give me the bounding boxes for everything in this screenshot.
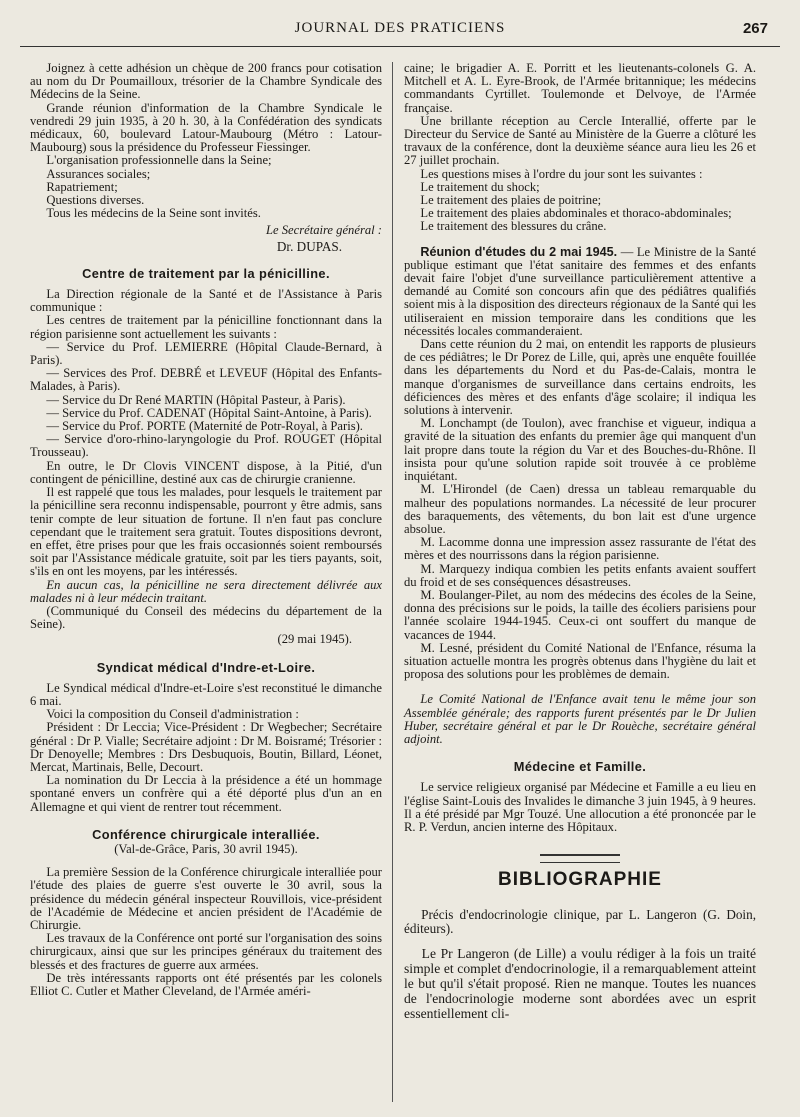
page-number: 267 bbox=[742, 20, 768, 37]
section-heading: Conférence chirurgicale interalliée. bbox=[92, 826, 320, 842]
list-item: Le traitement des blessures du crâne. bbox=[420, 219, 607, 234]
section-heading: Syndicat médical d'Indre-et-Loire. bbox=[96, 659, 316, 675]
paragraph: Les travaux de la Conférence ont porté sur l'organisation des soins chirurgicaux, ainsi que sur les principes généraux du traitement des blessés et des fractures de guerre aux armées. bbox=[30, 931, 382, 972]
agenda-item: Questions diverses. bbox=[46, 193, 145, 208]
list-item: — Service du Prof. CADENAT (Hôpital Saint-Antoine, à Paris). bbox=[46, 405, 372, 420]
paragraph: La première Session de la Conférence chirurgicale interalliée pour l'étude des plaies de guerre s'est ouverte le 30 avril, sous la présidence du médecin général inspecteur Rouvillois, vice-président de l'Académie de Médecine et ancien président de l'Académie de Chirurgie. bbox=[30, 865, 382, 932]
paragraph: Une brillante réception au Cercle Interallié, offerte par le Directeur du Service de Santé au Ministère de la Guerre a clôturé les travaux de la conférence, dont la deuxième séance aura lieu les 26 et 27 juillet prochain. bbox=[404, 113, 756, 168]
paragraph: De très intéressants rapports ont été présentés par les colonels Elliot C. Cutler et Mather Cleveland, de l'Armée améri- bbox=[30, 970, 382, 998]
paragraph: Dans cette réunion du 2 mai, on entendit les rapports de plusieurs de ces pédiâtres; le Dr Porez de Lille, qui, après une enquête fouillée dans les départements du Nord et du Pas-de-Calais, montra le manque d'organismes de surveillance dans certains endroits, les déficiences des mères et des enfants d'âge scolaire; il indiqua les solutions à intervenir. bbox=[404, 337, 756, 418]
paragraph: M. Boulanger-Pilet, au nom des médecins des écoles de la Seine, donna des précisions sur le poids, la taille des écoliers parisiens pour l'année scolaire 1944-1945. Ceux-ci ont souffert du manque de vacances de 1944. bbox=[404, 587, 756, 642]
agenda-item: Tous les médecins de la Seine sont invités. bbox=[46, 206, 261, 221]
journal-title: JOURNAL DES PRATICIENS bbox=[294, 20, 506, 36]
paragraph: Les questions mises à l'ordre du jour sont les suivantes : bbox=[420, 166, 703, 181]
paragraph bbox=[404, 246, 756, 338]
column-divider bbox=[392, 62, 393, 1102]
paragraph: Le Syndical médical d'Indre-et-Loire s'est reconstitué le dimanche 6 mai. bbox=[30, 680, 382, 708]
ornament-rule bbox=[540, 854, 620, 863]
section-heading: Médecine et Famille. bbox=[513, 759, 647, 775]
agenda-item: Rapatriement; bbox=[46, 179, 118, 194]
section-heading: Centre de traitement par la pénicilline. bbox=[82, 265, 330, 281]
paragraph: caine; le brigadier A. E. Porritt et les lieutenants-colonels G. A. Mitchell et A. L. Eyre-Brook, de l'Armée britannique; les médecins commandants Cyrtillet. Toulemonde et Delvoye, de l'Armée française. bbox=[404, 61, 756, 115]
paragraph: Les centres de traitement par la pénicilline fonctionnant dans la région parisienne sont actuellement les suivants : bbox=[30, 313, 382, 341]
page-header bbox=[20, 12, 780, 48]
reunion-lead: Réunion d'études du 2 mai 1945. bbox=[420, 244, 618, 259]
signature-name: Dr. DUPAS. bbox=[276, 238, 342, 254]
list-item: Le traitement des plaies abdominales et thoraco-abdominales; bbox=[420, 206, 732, 221]
review-title: Précis d'endocrinologie clinique, par L. Langeron (G. Doin, éditeurs). bbox=[404, 907, 756, 937]
section-subheading: (Val-de-Grâce, Paris, 30 avril 1945). bbox=[114, 841, 298, 856]
paragraph: La nomination du Dr Leccia à la présidence a été un hommage spontané envers un confrère qui a été déporté plus d'un an en Allemagne et qui vient de rentrer tout récemment. bbox=[30, 773, 382, 814]
paragraph: Joignez à cette adhésion un chèque de 200 francs pour cotisation au nom du Dr Poumailloux, trésorier de la Chambre Syndicale des Médecins de la Seine. bbox=[30, 61, 382, 102]
paragraph: M. Lesné, président du Comité National de l'Enfance, résuma la situation actuelle montra les progrès obtenus dans l'hygiène du lait et proposa des solutions pour les problèmes de demain. bbox=[404, 640, 756, 682]
italic-note: En aucun cas, la pénicilline ne sera directement délivrée aux malades ni à leur médecin traitant. bbox=[30, 577, 382, 605]
agenda-item: L'organisation professionnelle dans la Seine; bbox=[46, 153, 272, 168]
paragraph: M. Lacomme donna une impression assez rassurante de l'état des mères et des nourrissons dans la région parisienne. bbox=[404, 535, 756, 563]
paragraph: M. L'Hirondel (de Caen) dressa un tableau remarquable du malheur des populations normandes. La nécessité de leur procurer des baraquements, des vêtements, du bon lait est d'une urgence absolue. bbox=[404, 482, 756, 536]
signature-role: Le Secrétaire général : bbox=[266, 223, 382, 238]
paragraph: Grande réunion d'information de la Chambre Syndicale le vendredi 29 juin 1935, à 20 h. 30, à la Confédération des syndicats médicaux, 60, boulevard Latour-Maubourg (Métro : Latour-Maubourg) sous la présidence du Professeur Fiessinger. bbox=[30, 100, 382, 155]
list-item: — Service du Dr René MARTIN (Hôpital Pasteur, à Paris). bbox=[46, 392, 346, 407]
list-item: Le traitement des plaies de poitrine; bbox=[420, 193, 602, 208]
bibliography-heading: BIBLIOGRAPHIE bbox=[498, 869, 662, 891]
list-item: Le traitement du shock; bbox=[420, 179, 540, 194]
paragraph: Président : Dr Leccia; Vice-Président : Dr Wegbecher; Secrétaire général : Dr P. Vialle; Secrétaire adjoint : Dr M. Boisramé; Trésorier : Dr Denoyelle; Membres : Drs Desbuquois, Boutin, Billard, Léonet, Mercat, Martinais, Belle, Decourt. bbox=[30, 720, 382, 774]
paragraph: Voici la composition du Conseil d'administration : bbox=[46, 707, 299, 722]
communique-date: (29 mai 1945). bbox=[277, 632, 352, 647]
communique-source: (Communiqué du Conseil des médecins du département de la Seine). bbox=[30, 603, 382, 632]
paragraph: M. Lonchampt (de Toulon), avec franchise et vigueur, indiqua a gravité de la situation des enfants du premier âge qui manquent d'un lait propre dans toute la région du Var et des Bouches-du-Rhône. Il insista pour qu'une solution rapide soit trouvée à ce problème inquiétant. bbox=[404, 416, 756, 484]
header-rule bbox=[20, 46, 780, 47]
paragraph: Il est rappelé que tous les malades, pour lesquels le traitement par la pénicilline sera reconnu indispensable, pourront y être admis, sans tenir compte de leur situation de fortune. Il n'en faut pas conclure cependant que le traitement sera gratuit. Toutes dispositions devront, en effet, être prises pour que les frais occasionnés soient remboursés soit par l'Assistance médicale gratuite, soit par les tiers payants, soit, s'ils en ont les moyens, par les intéressés. bbox=[30, 485, 382, 579]
list-item: — Services des Prof. DEBRÉ et LEVEUF (Hôpital des Enfants-Malades, à Paris). bbox=[30, 366, 382, 394]
left-column bbox=[30, 62, 382, 998]
right-column bbox=[404, 62, 756, 1021]
agenda-item: Assurances sociales; bbox=[46, 166, 151, 181]
paragraph: La Direction régionale de la Santé et de l'Assistance à Paris communique : bbox=[30, 287, 382, 315]
paragraph: M. Marquezy indiqua combien les petits enfants avaient souffert du froid et de ses conséquences désastreuses. bbox=[404, 561, 756, 589]
paragraph: Le service religieux organisé par Médecine et Famille a eu lieu en l'église Saint-Louis des Invalides le dimanche 3 juin 1945, à 9 heures. Il a été présidé par Mgr Touzé. Une allocution a été prononcée par le R. P. Verdun, ancien interne des Hôpitaux. bbox=[404, 780, 756, 834]
italic-paragraph: Le Comité National de l'Enfance avait tenu le même jour son Assemblée générale; des rapports furent présentés par le Dr Julien Huber, secrétaire général et par le Dr Rouèche, secrétaire général adjoint. bbox=[404, 692, 756, 746]
review-body: Le Pr Langeron (de Lille) a voulu rédiger à la fois un traité simple et complet d'endocrinologie, il a remarquablement atteint le but qu'il s'était proposé. Rien ne manque. Toutes les nuances de l'endocrinologie moderne sont abordées avec un esprit essentiellement cli- bbox=[404, 946, 756, 1022]
list-item: — Service d'oro-rhino-laryngologie du Prof. ROUGET (Hôpital Trousseau). bbox=[30, 432, 382, 460]
list-item: — Service du Prof. LEMIERRE (Hôpital Claude-Bernard, à Paris). bbox=[30, 339, 382, 368]
paragraph: En outre, le Dr Clovis VINCENT dispose, à la Pitié, d'un contingent de pénicilline, destiné aux cas de chirurgie cranienne. bbox=[30, 458, 382, 486]
reunion-text: — Le Ministre de la Santé publique estimant que l'état sanitaire des femmes et des enfants devait faire l'objet d'une surveillance particulièrement attentive a demandé au Comité son concours afin que des pédiâtres qualifiés soient mis à la disposition des directeurs régionaux de la Santé qui les utiliseraient en mission temporaire dans les conditions que les nécessités locales commanderaient. bbox=[404, 244, 756, 338]
list-item: — Service du Prof. PORTE (Maternité de Potr-Royal, à Paris). bbox=[46, 419, 363, 434]
